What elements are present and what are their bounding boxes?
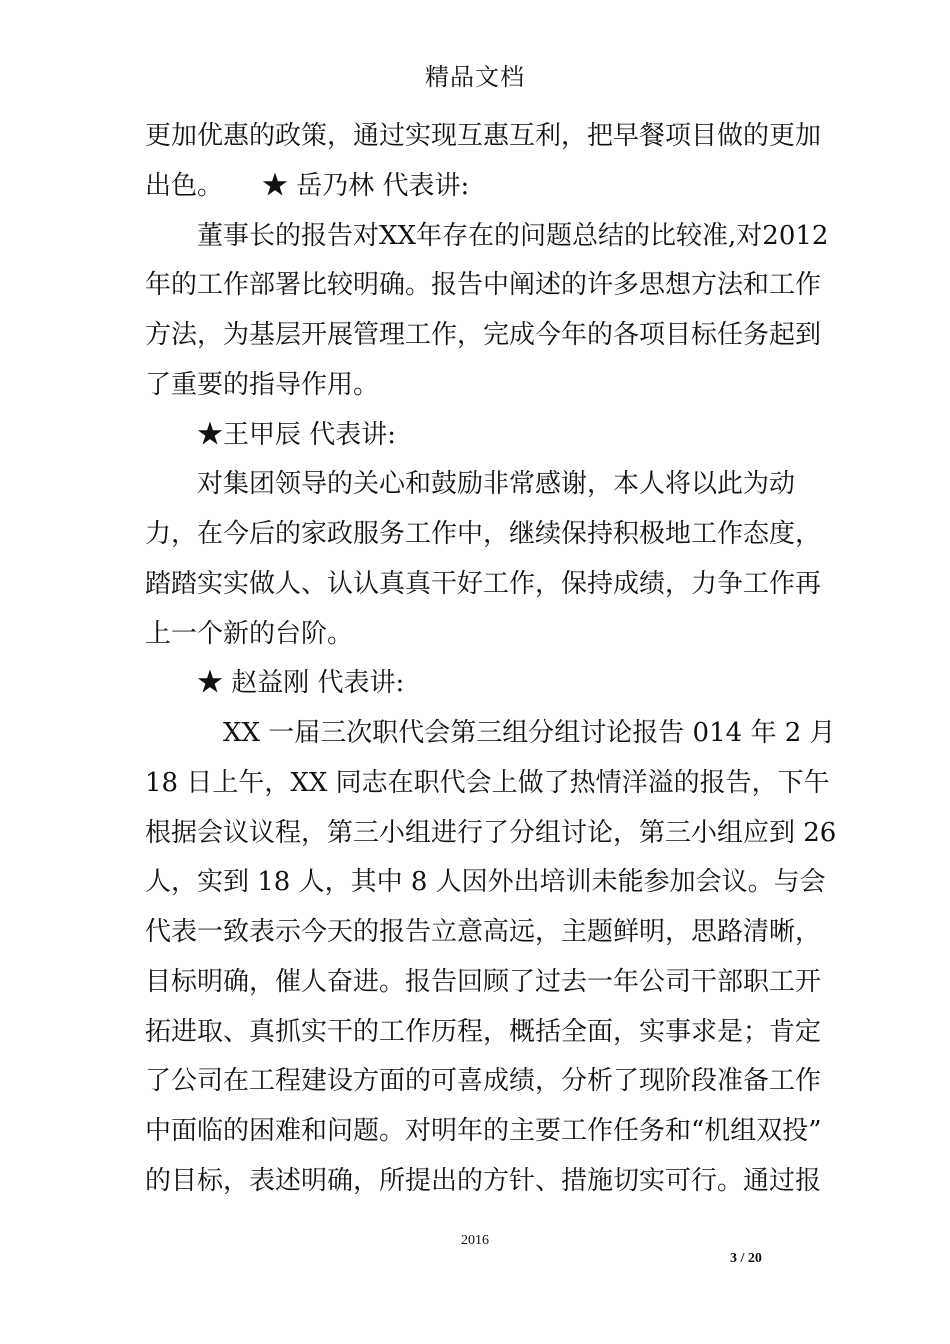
body-text <box>145 112 837 1207</box>
text-line: 的目标，表述明确，所提出的方针、措施切实可行。通过报 <box>145 1165 822 1196</box>
text-line: 了公司在工程建设方面的可喜成绩，分析了现阶段准备工作 <box>145 1066 822 1097</box>
text-line: 了重要的指导作用。 <box>145 369 380 400</box>
text-line: 董事长的报告对XX年存在的问题总结的比较准,对2012 <box>145 220 829 251</box>
text-line: ★ 赵益刚 代表讲: <box>145 668 405 699</box>
text-line: 根据会议议程，第三小组进行了分组讨论，第三小组应到 26 <box>145 817 837 848</box>
text-line: 力，在今后的家政服务工作中，继续保持积极地工作态度， <box>145 519 822 549</box>
text-line: 年的工作部署比较明确。报告中阐述的许多思想方法和工作 <box>145 270 822 301</box>
text-line: 代表一致表示今天的报告立意高远，主题鲜明，思路清晰， <box>145 917 822 947</box>
text-line: 方法，为基层开展管理工作，完成今年的各项目标任务起到 <box>145 320 822 350</box>
text-line: 上一个新的台阶。 <box>145 618 354 649</box>
text-line: 18 日上午，XX 同志在职代会上做了热情洋溢的报告，下午 <box>145 767 830 798</box>
page-header: 精品文档 <box>425 63 525 91</box>
page-number: 3 / 20 <box>730 1251 762 1266</box>
text-line: 拓进取、真抓实干的工作历程，概括全面，实事求是；肯定 <box>145 1016 822 1047</box>
footer-year: 2016 <box>461 1233 489 1248</box>
text-line: 对集团领导的关心和鼓励非常感谢，本人将以此为动 <box>145 469 796 500</box>
text-line: XX 一届三次职代会第三组分组讨论报告 014 年 2 月 <box>145 718 836 748</box>
text-line: 更加优惠的政策，通过实现互惠互利，把早餐项目做的更加 <box>145 121 822 151</box>
text-line: 中面临的困难和问题。对明年的主要工作任务和“机组双投” <box>145 1116 822 1146</box>
text-line: 出色。 ★ 岳乃林 代表讲: <box>145 170 470 201</box>
text-line: ★王甲辰 代表讲: <box>145 419 397 450</box>
text-line: 人，实到 18 人，其中 8 人因外出培训未能参加会议。与会 <box>145 867 826 898</box>
text-line: 踏踏实实做人、认认真真干好工作，保持成绩，力争工作再 <box>145 568 822 599</box>
text-line: 目标明确，催人奋进。报告回顾了过去一年公司干部职工开 <box>145 966 822 997</box>
